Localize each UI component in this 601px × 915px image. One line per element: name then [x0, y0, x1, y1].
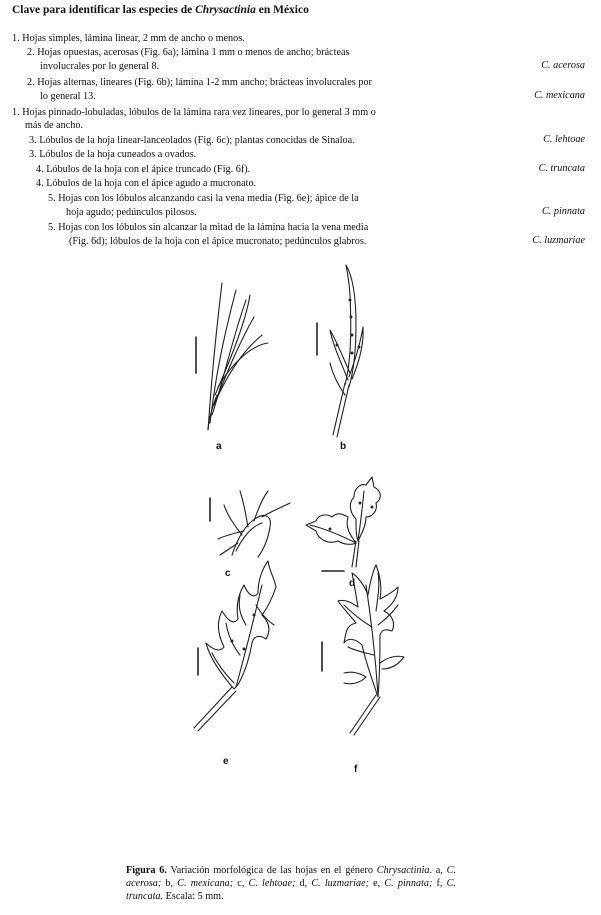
figure-label-a: a: [216, 441, 222, 452]
figure-label-e: e: [223, 756, 229, 767]
key-species-lehtoae: C. lehtoae: [543, 134, 585, 145]
key-line-7: más de ancho.: [25, 120, 83, 131]
key-species-acerosa: C. acerosa: [541, 60, 585, 71]
key-line-15: (Fig. 6d); lóbulos de la hoja con el ápice mucronato; pedúnculos glabros.: [69, 236, 367, 247]
figure-label-f: f: [354, 764, 358, 775]
key-species-truncata: C. truncata: [538, 163, 585, 174]
key-line-1: 1. Hojas simples, lámina linear, 2 mm de ancho o menos.: [12, 33, 245, 44]
leaf-drawing-b: [317, 265, 363, 437]
key-line-6: 1. Hojas pinnado-lobuladas, lóbulos de la lámina rara vez lineares, por lo general 3 mm o: [12, 107, 376, 118]
figure-label-c: c: [225, 568, 231, 579]
key-title-genus: Chrysactinia: [195, 4, 256, 16]
key-title: Clave para identificar las especies de Chrysactinia en México: [12, 4, 309, 16]
key-line-8: 3. Lóbulos de la hoja linear-lanceolados (Fig. 6c); plantas conocidas de Sinaloa.: [29, 135, 355, 146]
key-line-2: 2. Hojas opuestas, acerosas (Fig. 6a); lámina 1 mm o menos de ancho; brácteas: [27, 47, 350, 58]
key-line-14: 5. Hojas con los lóbulos sin alcanzar la mitad de la lámina hacia la vena media: [48, 222, 369, 233]
figure-caption: Figura 6. Variación morfológica de las hojas en el género Chrysactinia. a, C. acerosa; b, C. mexicana; c, C. lehtoae; d, C. luzmariae; e, C. pinnata; f, C. truncata. Escala: 5 mm.: [126, 865, 456, 902]
leaf-drawing-d: [306, 477, 380, 571]
key-line-9: 3. Lóbulos de la hoja cuneados a ovados.: [29, 149, 197, 160]
figure-label-d: d: [349, 578, 356, 589]
leaf-drawings: [0, 255, 601, 855]
leaf-drawing-c: [210, 491, 290, 557]
key-line-4: 2. Hojas alternas, lineares (Fig. 6b); lámina 1-2 mm ancho; brácteas involucrales por: [27, 77, 372, 88]
key-species-luzmariae: C. luzmariae: [532, 235, 585, 246]
key-line-10: 4. Lóbulos de la hoja con el ápice truncado (Fig. 6f).: [36, 164, 251, 175]
key-line-3: involucrales por lo general 8.: [40, 61, 160, 72]
leaf-drawing-a: [196, 283, 268, 430]
figure-caption-label: Figura 6.: [126, 865, 167, 876]
leaf-drawing-f: [322, 565, 404, 735]
key-line-11: 4. Lóbulos de la hoja con el ápice agudo a mucronato.: [36, 178, 257, 189]
key-species-mexicana: C. mexicana: [534, 90, 585, 101]
key-species-pinnata: C. pinnata: [541, 206, 585, 217]
figure-6-plate: [0, 255, 601, 855]
figure-label-b: b: [340, 441, 347, 452]
key-line-12: 5. Hojas con los lóbulos alcanzando casi la vena media (Fig. 6e); ápice de la: [48, 193, 359, 204]
key-line-13: hoja agudo; pedúnculos pilosos.: [66, 207, 197, 218]
leaf-drawing-e: [194, 561, 276, 731]
key-line-5: lo general 13.: [40, 91, 96, 102]
